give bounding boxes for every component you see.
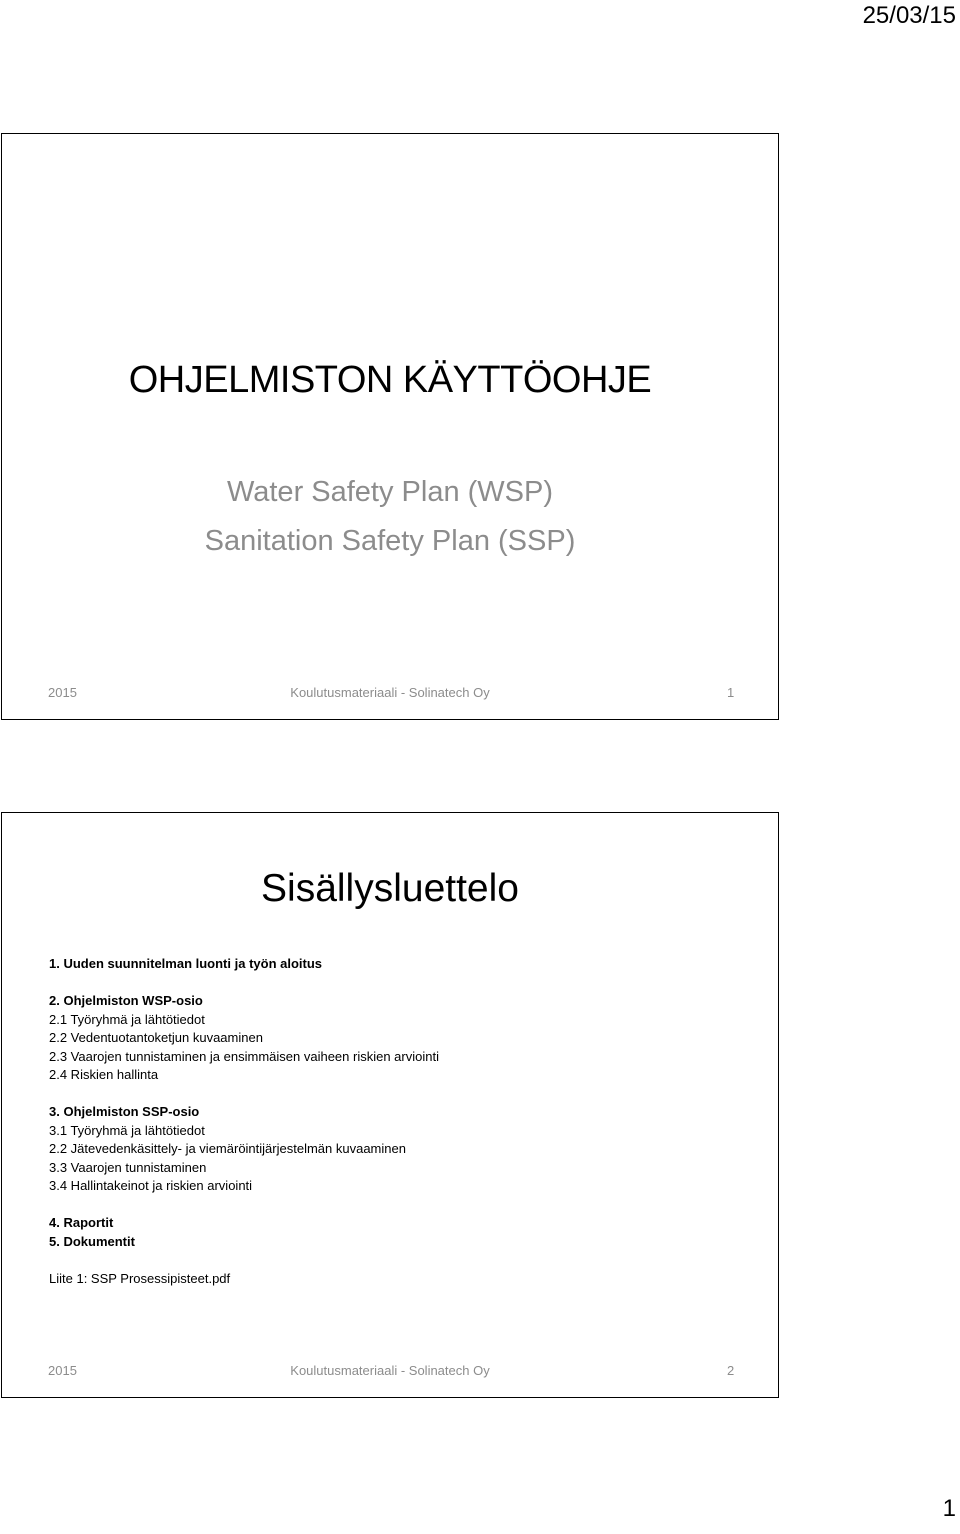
slide-subtitle-wsp: Water Safety Plan (WSP) bbox=[226, 476, 554, 508]
toc-appendix: Liite 1: SSP Prosessipisteet.pdf bbox=[49, 1270, 231, 1286]
toc-subitem: 2.1 Työryhmä ja lähtötiedot bbox=[49, 1011, 205, 1027]
toc-spacer bbox=[49, 974, 749, 993]
toc-subitem: 2.2 Jätevedenkäsittely- ja viemäröintijärjestelmän kuvaaminen bbox=[49, 1141, 406, 1156]
toc-spacer bbox=[49, 1085, 749, 1104]
footer-org: Koulutusmateriaali - Solinatech Oy bbox=[290, 685, 490, 700]
toc-spacer bbox=[49, 1196, 749, 1215]
footer-slide-number: 2 bbox=[727, 1363, 735, 1378]
footer-year: 2015 bbox=[48, 1363, 77, 1378]
toc-item: 2. Ohjelmiston WSP-osio bbox=[49, 993, 203, 1008]
slide-subtitle-ssp: Sanitation Safety Plan (SSP) bbox=[204, 525, 576, 557]
slide-1 bbox=[1, 133, 779, 720]
toc-subitem: 3.3 Vaarojen tunnistaminen bbox=[49, 1159, 207, 1175]
print-date: 25/03/15 bbox=[862, 2, 956, 29]
toc-title: Sisällysluettelo bbox=[261, 867, 519, 910]
toc-item: 5. Dokumentit bbox=[49, 1233, 135, 1249]
footer-slide-number: 1 bbox=[727, 685, 735, 700]
table-of-contents bbox=[49, 955, 749, 1288]
toc-item: 1. Uuden suunnitelman luonti ja työn aloitus bbox=[49, 956, 323, 971]
toc-spacer bbox=[49, 1251, 749, 1270]
page-number: 1 bbox=[942, 1495, 956, 1522]
footer-year: 2015 bbox=[48, 685, 77, 700]
toc-subitem: 2.4 Riskien hallinta bbox=[49, 1067, 159, 1082]
toc-item: 4. Raportit bbox=[49, 1215, 114, 1230]
footer-org: Koulutusmateriaali - Solinatech Oy bbox=[290, 1363, 490, 1378]
slide-title: OHJELMISTON KÄYTTÖOHJE bbox=[128, 359, 652, 401]
toc-subitem: 2.3 Vaarojen tunnistaminen ja ensimmäisen vaiheen riskien arviointi bbox=[49, 1048, 439, 1064]
toc-subitem: 3.1 Työryhmä ja lähtötiedot bbox=[49, 1122, 205, 1138]
toc-subitem: 2.2 Vedentuotantoketjun kuvaaminen bbox=[49, 1030, 263, 1045]
slide-2 bbox=[1, 812, 779, 1398]
toc-subitem: 3.4 Hallintakeinot ja riskien arviointi bbox=[49, 1178, 253, 1193]
toc-item: 3. Ohjelmiston SSP-osio bbox=[49, 1104, 200, 1119]
